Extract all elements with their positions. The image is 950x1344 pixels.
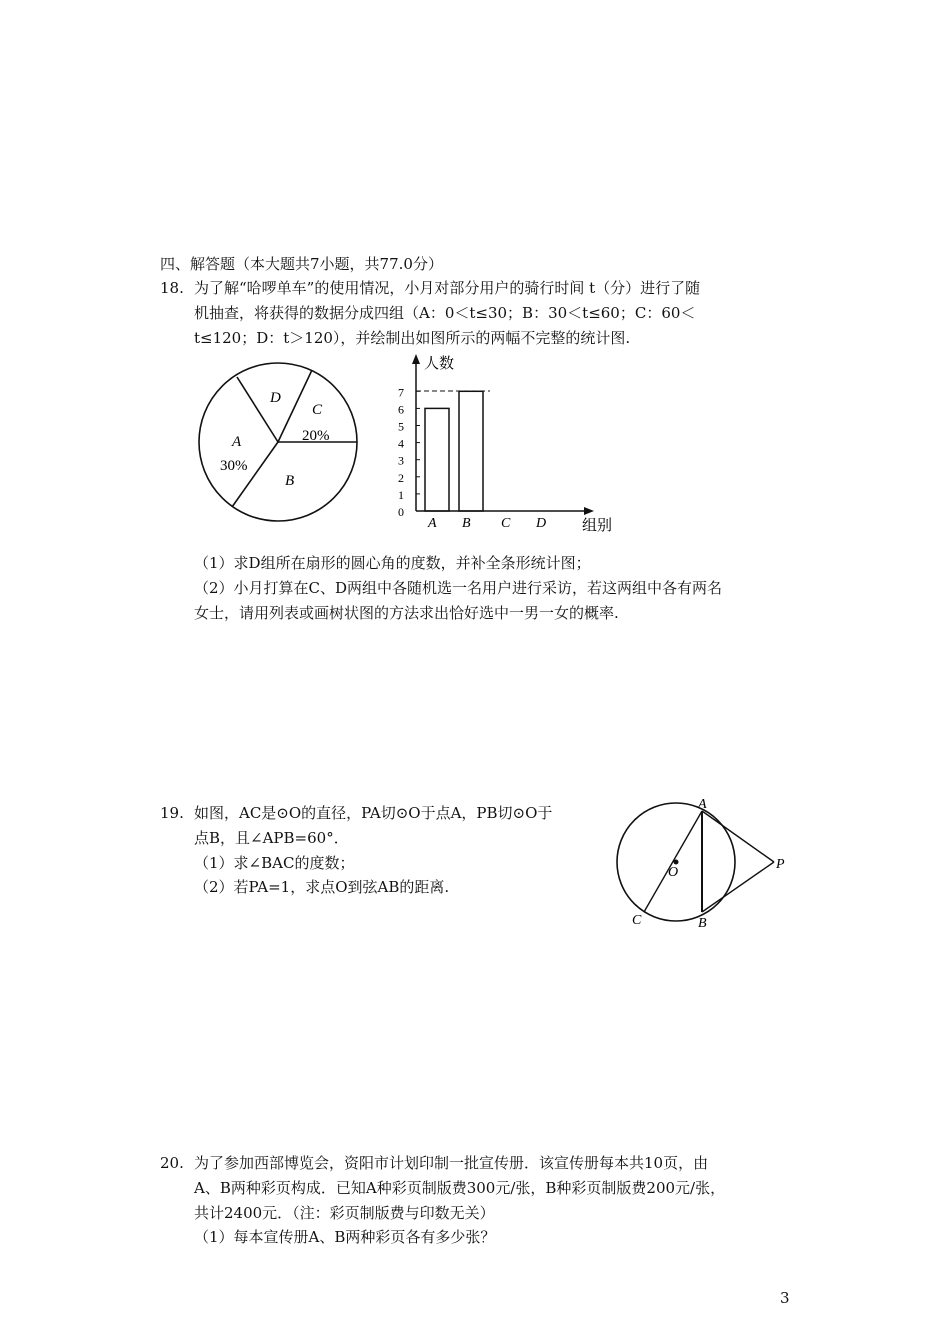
q20-line-3: 共计2400元．（注：彩页制版费与印数无关） [194, 1204, 495, 1222]
q20-line-2: A、B两种彩页构成．已知A种彩页制版费300元/张，B种彩页制版费200元/张， [194, 1179, 726, 1197]
y-axis-label: 人数 [424, 356, 455, 372]
q19-sub2: （2）若PA=1，求点O到弦AB的距离. [194, 878, 450, 896]
circle-tangent-figure [610, 794, 800, 934]
y-tick-label: 5 [398, 419, 404, 434]
label-p: P [776, 857, 785, 872]
label-o: O [668, 865, 679, 880]
pie-label-b: B [285, 473, 295, 489]
x-category-a: A [428, 516, 437, 531]
q20-sub1: （1）每本宣传册A、B两种彩页各有多少张？ [194, 1228, 496, 1246]
q19-number: 19. [160, 804, 184, 822]
bar-chart [390, 350, 630, 535]
pie-annotation-c: 20% [302, 428, 330, 444]
pie-label-d: D [270, 390, 281, 406]
x-axis-label: 组别 [582, 518, 613, 534]
q20-line-1: 为了参加西部博览会，资阳市计划印制一批宣传册．该宣传册每本共10页，由 [194, 1154, 709, 1172]
y-tick-label: 3 [398, 453, 404, 468]
q19-line-1: 如图，AC是⊙O的直径，PA切⊙O于点A，PB切⊙O于 [194, 804, 553, 822]
y-tick-label: 4 [398, 436, 404, 451]
x-category-b: B [462, 516, 471, 531]
q20-number: 20. [160, 1154, 184, 1172]
x-category-d: D [536, 516, 547, 531]
page-number: 3 [780, 1289, 790, 1307]
label-c: C [632, 913, 642, 928]
q18-line-3: t≤120；D：t＞120），并绘制出如图所示的两幅不完整的统计图. [194, 329, 631, 347]
q18-sub1: （1）求D组所在扇形的圆心角的度数，并补全条形统计图； [194, 554, 591, 572]
pie-label-c: C [312, 402, 323, 418]
bars [425, 391, 483, 511]
y-tick-label: 7 [398, 385, 404, 400]
bar-b [459, 391, 483, 511]
y-axis-arrow [412, 354, 420, 364]
pie-annotation-a: 30% [220, 458, 248, 474]
diameter-ac [644, 811, 702, 912]
q19-sub1: （1）求∠BAC的度数； [194, 854, 355, 872]
label-b: B [698, 916, 707, 931]
y-tick-label: 6 [398, 402, 404, 417]
label-a: A [698, 797, 707, 812]
q18-line-1: 为了解“哈啰单车”的使用情况，小月对部分用户的骑行时间 t（分）进行了随 [194, 279, 701, 297]
q18-sub2-line-1: （2）小月打算在C、D两组中各随机选一名用户进行采访，若这两组中各有两名 [194, 579, 723, 597]
y-tick-label: 0 [398, 505, 404, 519]
q18-line-2: 机抽查，将获得的数据分成四组（A：0＜t≤30；B：30＜t≤60；C：60＜ [194, 304, 696, 322]
q19-line-2: 点B，且∠APB=60°． [194, 829, 349, 847]
y-tick-label: 1 [398, 487, 404, 502]
tangent-pb [702, 862, 774, 912]
pie-label-a: A [232, 434, 242, 450]
pie-chart [192, 362, 364, 522]
pie-divider-ba [232, 442, 278, 507]
q18-number: 18. [160, 279, 184, 297]
section-header: 四、解答题（本大题共7小题，共77.0分） [160, 255, 443, 273]
x-category-c: C [501, 516, 511, 531]
center-dot [674, 860, 679, 865]
q18-sub2-line-2: 女士，请用列表或画树状图的方法求出恰好选中一男一女的概率. [194, 604, 619, 622]
y-tick-label: 2 [398, 470, 404, 485]
bar-a [425, 408, 449, 511]
tangent-pa [702, 811, 774, 862]
pie-divider-ad [237, 377, 278, 442]
x-categories [427, 516, 546, 531]
x-axis-arrow [584, 507, 594, 515]
